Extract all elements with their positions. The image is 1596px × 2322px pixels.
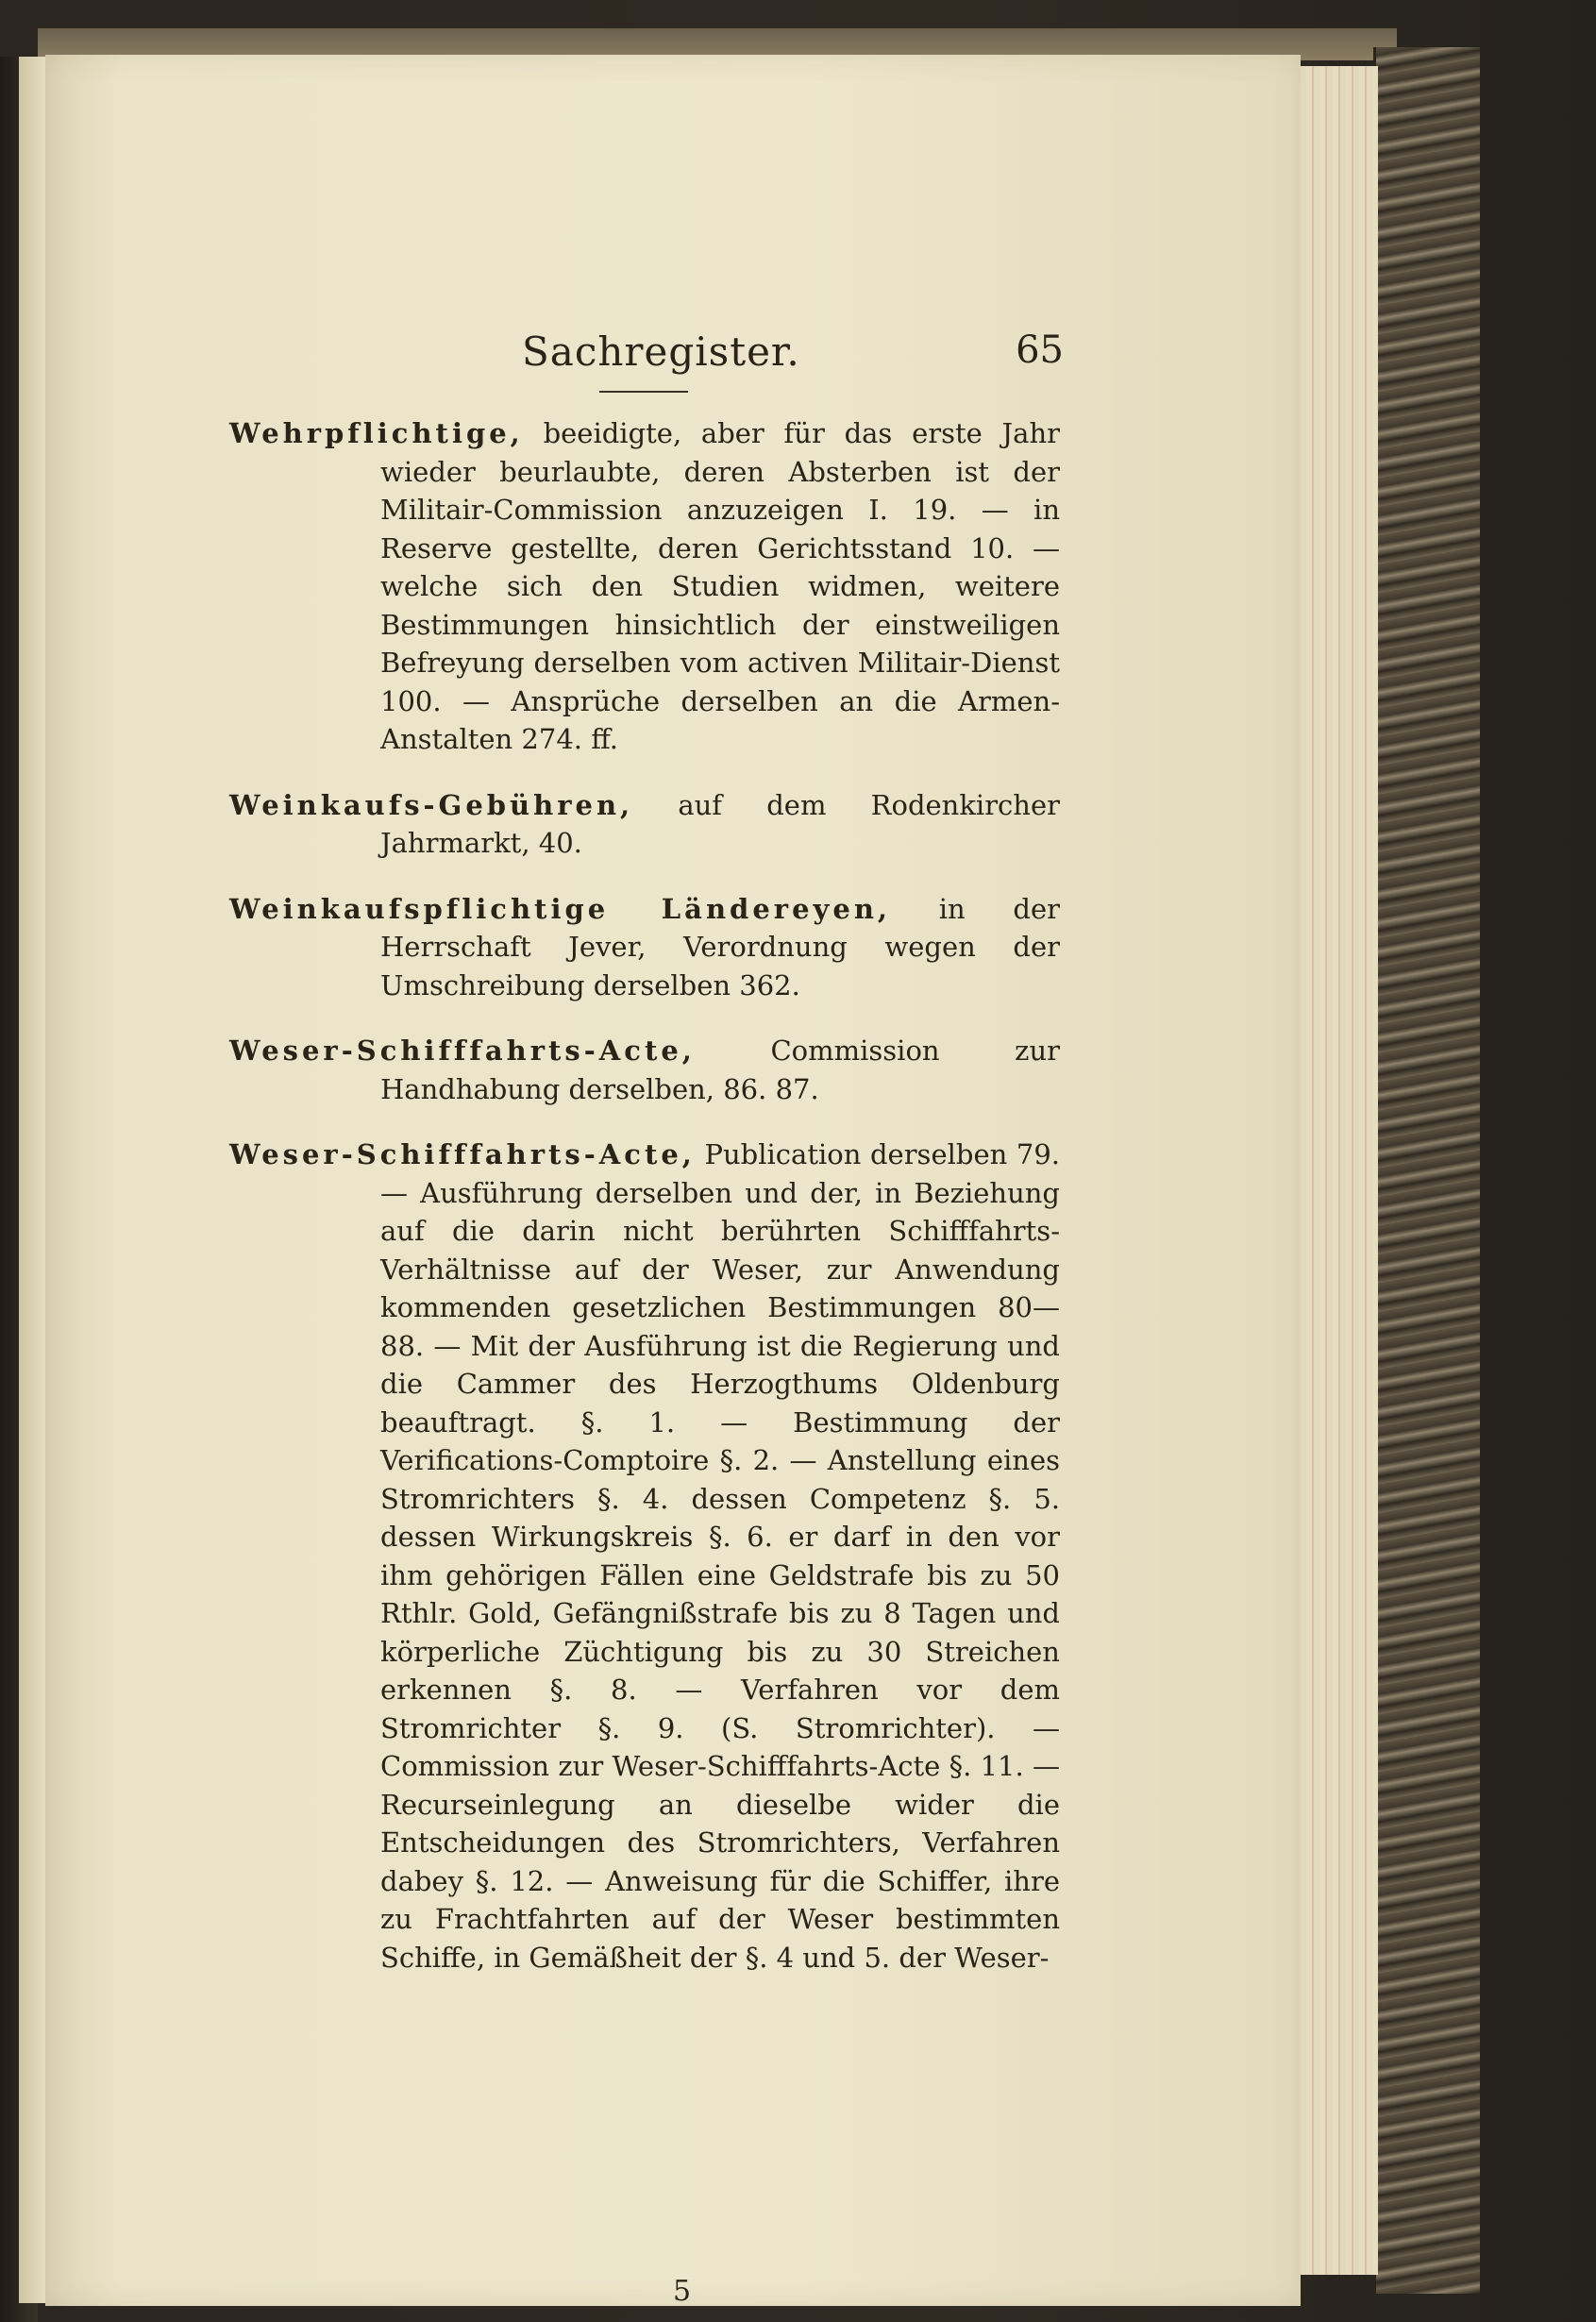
index-entry [229,1136,1060,1977]
page-content [229,328,1064,2308]
index-entries [229,414,1060,1977]
head-rule [599,391,688,393]
running-head [229,328,1064,387]
entry-text: auf dem Rodenkircher Jahrmarkt, 40. [380,788,1061,859]
index-entry [229,414,1060,759]
index-entry [229,1032,1060,1108]
book-page [45,55,1301,2306]
entry-lemma: Wehrpflichtige, [229,417,524,449]
facing-page-edge [19,57,47,2303]
page-edges-stack [1293,66,1378,2275]
index-entry [229,890,1060,1005]
entry-lemma: Weser-Schifffahrts-Acte, [229,1138,696,1170]
page-number: 65 [1016,328,1064,372]
entry-text: beeidigte, aber für das erste Jahr wieder beurlaubte, deren Absterben ist der Militair-Commission anzuzeigen I. 19. — in Reserve gestellte, deren Gerichtsstand 10. — welche sich den Studien widmen, weitere Bestimmungen hinsichtlich der einstweiligen Befreyung derselben vom activen Militair-Dienst 100. — Ansprüche derselben an die Armen-Anstalten 274. ff. [380,417,1061,755]
entry-lemma: Weinkaufspflichtige Ländereyen, [229,892,891,925]
entry-text: in der Herrschaft Jever, Verordnung wegen der Umschreibung derselben 362. [380,892,1060,1001]
signature-mark: 5 [673,2275,692,2308]
entry-lemma: Weinkaufs-Gebühren, [229,788,634,821]
entry-lemma: Weser-Schifffahrts-Acte, [229,1035,696,1067]
book-cover-right [1373,47,1480,2294]
entry-text: Commission zur Handhabung derselben, 86. 87. [380,1035,1060,1105]
entry-text: Publication derselben 79. — Ausführung derselben und der, in Beziehung auf die darin nicht berührten Schifffahrts-Verhältnisse auf der Weser, zur Anwendung kommenden gesetzlichen Bestimmungen 80—88. — Mit der Ausführung ist die Regierung und die Cammer des Herzogthums Oldenburg beauftragt. §. 1. — Bestimmung der Verifications-Comptoire §. 2. — Anstellung eines Stromrichters §. 4. dessen Competenz §. 5. dessen Wirkungskreis §. 6. er darf in den vor ihm gehörigen Fällen eine Geldstrafe bis zu 50 Rthlr. Gold, Gefängnißstrafe bis zu 8 Tagen und körperliche Züchtigung bis zu 30 Streichen erkennen §. 8. — Verfahren vor dem Stromrichter §. 9. (S. Stromrichter). — Commission zur Weser-Schifffahrts-Acte §. 11. — Recurseinlegung an dieselbe wider die Entscheidungen des Stromrichters, Verfahren dabey §. 12. — Anweisung für die Schiffer, ihre zu Frachtfahrten auf der Weser bestimmten Schiffe, in Gemäßheit der §. 4 und 5. der Weser- [380,1138,1060,1974]
index-entry [229,786,1060,863]
running-head-title: Sachregister. [522,328,800,375]
